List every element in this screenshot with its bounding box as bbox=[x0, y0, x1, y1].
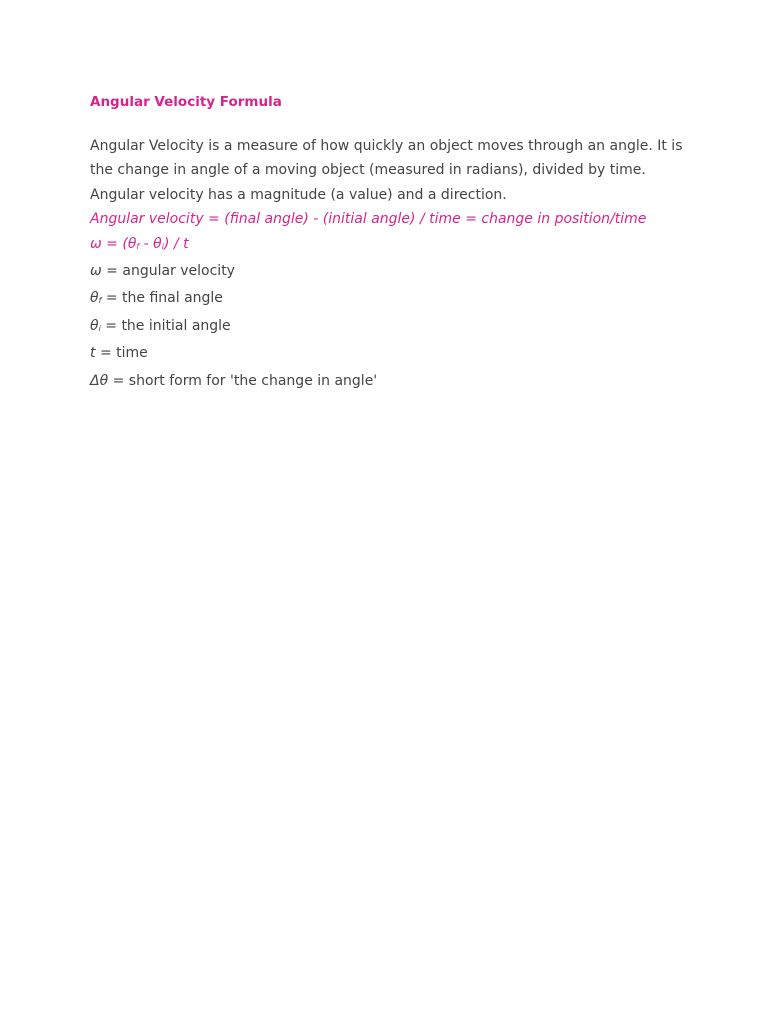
definition-omega bbox=[90, 259, 690, 286]
definition-symbol: Δθ bbox=[90, 372, 109, 389]
document-body bbox=[90, 92, 690, 396]
definition-time bbox=[90, 341, 690, 368]
definition-text: = the initial angle bbox=[100, 317, 231, 334]
formula-words: Angular velocity = (final angle) - (initial angle) / time = change in position/time bbox=[90, 211, 647, 228]
formula-start: ω = (θ bbox=[90, 235, 137, 252]
definition-symbol: θ bbox=[90, 317, 99, 334]
definition-symbol: θ bbox=[90, 290, 99, 307]
definition-theta-final bbox=[90, 286, 690, 313]
definition-text: = angular velocity bbox=[101, 263, 235, 280]
definition-theta-initial bbox=[90, 314, 690, 341]
definition-delta-theta bbox=[90, 369, 690, 396]
formula-subscript-f: f bbox=[136, 241, 140, 251]
definition-symbol: ω bbox=[90, 263, 102, 280]
definition-text: = time bbox=[95, 345, 148, 362]
definition-text: = short form for 'the change in angle' bbox=[108, 372, 378, 389]
formula-symbolic bbox=[90, 232, 690, 259]
definition-subscript: i bbox=[98, 323, 101, 333]
definition-subscript: f bbox=[98, 296, 102, 306]
formula-subscript-i: i bbox=[161, 241, 164, 251]
page-title: Angular Velocity Formula bbox=[90, 94, 282, 110]
definition-text: = the final angle bbox=[101, 290, 223, 307]
definition-symbol: t bbox=[90, 345, 96, 362]
formula-minus: - θ bbox=[139, 235, 162, 252]
intro-paragraph: Angular Velocity is a measure of how quickly an object moves through an angle. It is the change in angle of a moving object (measured in radians), divided by time. Angular velocity has a magnitude (a value) and a direction. bbox=[90, 138, 683, 203]
formula-end: ) / t bbox=[163, 235, 189, 252]
